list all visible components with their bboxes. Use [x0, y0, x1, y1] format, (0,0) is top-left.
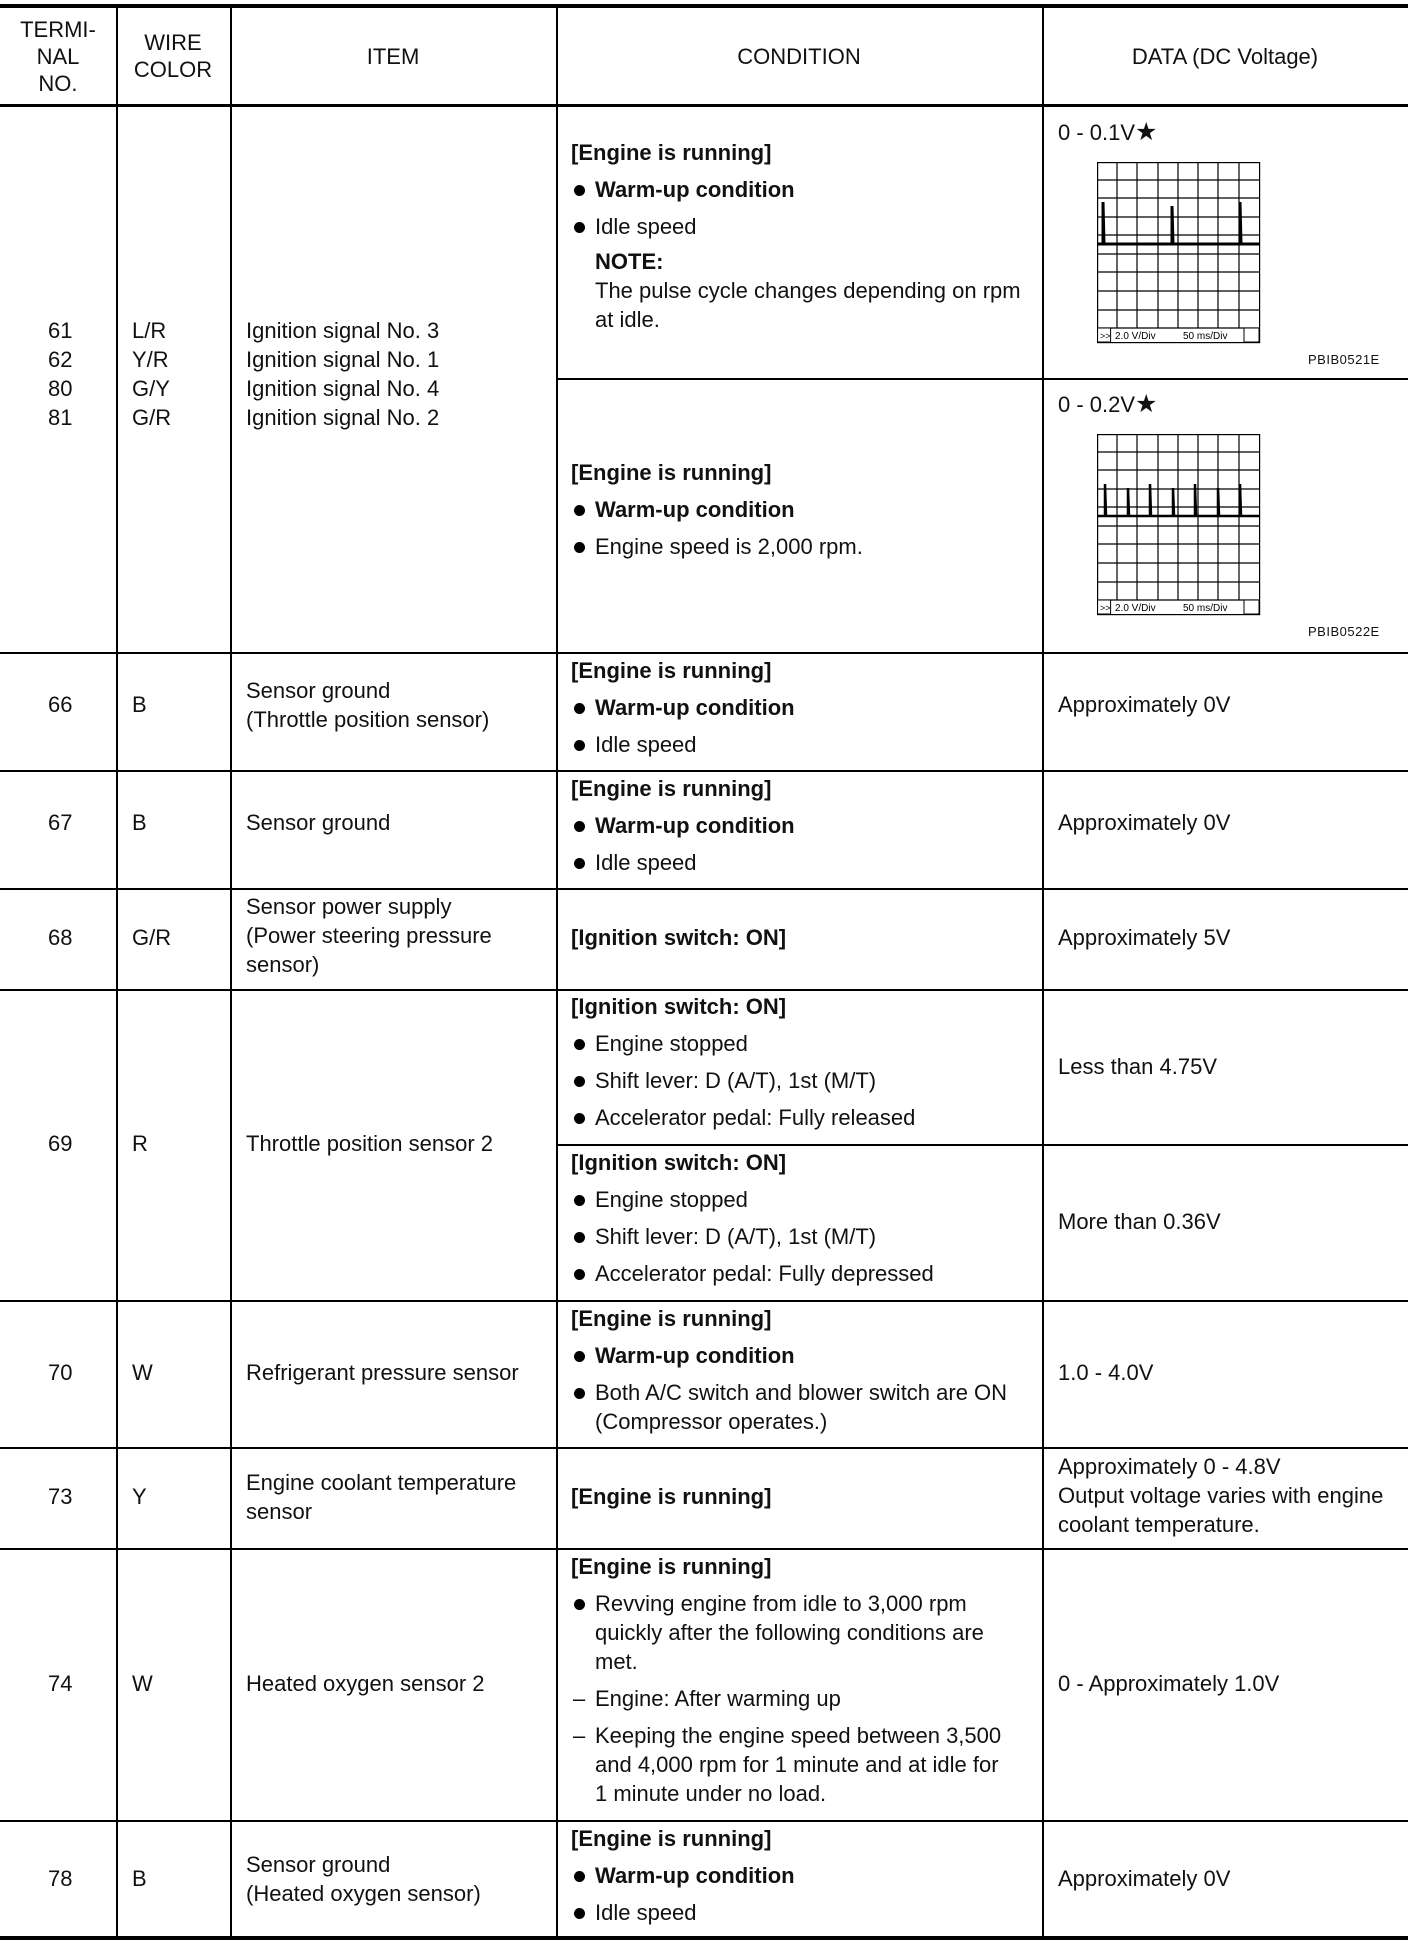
data-value: 0 - 0.1V★	[1058, 118, 1158, 146]
wire-color: R	[132, 1131, 148, 1156]
oscilloscope-waveform-2	[1097, 434, 1261, 616]
wire-color: L/R Y/R G/Y G/R	[132, 318, 172, 430]
condition: [Engine is running]	[571, 1484, 772, 1509]
oscilloscope-waveform-1	[1097, 162, 1261, 344]
svg-text:>>: >>	[1100, 331, 1111, 341]
data-value: Less than 4.75V	[1058, 1054, 1218, 1079]
condition: [Engine is running] Warm-up condition Both A/C switch and blower switch are ON (Compressor operates.)	[571, 1304, 1041, 1436]
wire-color: Y	[132, 1484, 147, 1509]
condition: [Engine is running] Warm-up condition Idle speed	[571, 656, 1041, 759]
item: Ignition signal No. 3 Ignition signal No. 1 Ignition signal No. 4 Ignition signal No. 2	[246, 318, 440, 430]
condition: [Engine is running] Warm-up condition Engine speed is 2,000 rpm.	[571, 458, 1041, 561]
wire-color: W	[132, 1360, 153, 1385]
star-icon: ★	[1135, 390, 1158, 418]
figure-code: PBIB0522E	[1308, 624, 1380, 639]
item: Sensor ground (Heated oxygen sensor)	[246, 1852, 481, 1906]
item: Refrigerant pressure sensor	[246, 1360, 519, 1385]
svg-text:2.0 V/Div: 2.0 V/Div	[1115, 603, 1156, 614]
condition: [Engine is running] Warm-up condition Idle speed NOTE: The pulse cycle changes depending on rpm at idle.	[571, 138, 1041, 334]
item: Engine coolant temperature sensor	[246, 1470, 517, 1524]
item: Sensor power supply (Power steering pressure sensor)	[246, 894, 492, 977]
svg-text:50 ms/Div: 50 ms/Div	[1183, 331, 1228, 342]
data-value: Approximately 5V	[1058, 925, 1231, 950]
condition: [Ignition switch: ON] Engine stopped Shift lever: D (A/T), 1st (M/T) Accelerator pedal: Fully depressed	[571, 1148, 1041, 1288]
condition: [Ignition switch: ON]	[571, 925, 787, 950]
terminal-no: 68	[48, 925, 73, 950]
data-value: 0 - 0.2V★	[1058, 390, 1158, 418]
header-data: DATA (DC Voltage)	[1131, 43, 1319, 69]
data-value: Approximately 0V	[1058, 692, 1231, 717]
header-wire-color: WIRE COLOR	[133, 30, 213, 82]
data-value: More than 0.36V	[1058, 1209, 1221, 1234]
terminal-no: 61 62 80 81	[48, 318, 73, 430]
data-value: Approximately 0 - 4.8V Output voltage varies with engine coolant temperature.	[1058, 1454, 1384, 1537]
terminal-no: 70	[48, 1360, 73, 1385]
svg-text:2.0 V/Div: 2.0 V/Div	[1115, 331, 1156, 342]
data-value: 0 - Approximately 1.0V	[1058, 1671, 1280, 1696]
item: Throttle position sensor 2	[246, 1131, 494, 1156]
condition: [Engine is running] Revving engine from idle to 3,000 rpm quickly after the following conditions are met. – Engine: After warming up – Keeping the engine speed between 3,500 and 4,000 rpm for 1 minute and at idle for 1 minute under no load.	[571, 1552, 1041, 1808]
condition: [Engine is running] Warm-up condition Idle speed	[571, 774, 1041, 877]
figure-code: PBIB0521E	[1308, 352, 1380, 367]
wire-color: W	[132, 1671, 153, 1696]
terminal-no: 66	[48, 692, 73, 717]
header-condition: CONDITION	[737, 43, 861, 69]
svg-text:>>: >>	[1100, 603, 1111, 613]
condition: [Ignition switch: ON] Engine stopped Shift lever: D (A/T), 1st (M/T) Accelerator pedal: Fully released	[571, 992, 1041, 1132]
data-value: Approximately 0V	[1058, 810, 1231, 835]
terminal-no: 74	[48, 1671, 73, 1696]
data-value: Approximately 0V	[1058, 1866, 1231, 1891]
data-value: 1.0 - 4.0V	[1058, 1360, 1154, 1385]
header-terminal-no: TERMI- NAL NO.	[20, 16, 96, 96]
terminal-no: 78	[48, 1866, 73, 1891]
item: Heated oxygen sensor 2	[246, 1671, 485, 1696]
wire-color: B	[132, 1866, 147, 1891]
terminal-no: 73	[48, 1484, 73, 1509]
wire-color: B	[132, 692, 147, 717]
header-item: ITEM	[366, 43, 420, 69]
svg-text:50 ms/Div: 50 ms/Div	[1183, 603, 1228, 614]
wire-color: B	[132, 810, 147, 835]
terminal-data-table	[0, 4, 1408, 1940]
terminal-no: 67	[48, 810, 73, 835]
terminal-no: 69	[48, 1131, 73, 1156]
item: Sensor ground (Throttle position sensor)	[246, 678, 490, 732]
condition: [Engine is running] Warm-up condition Idle speed	[571, 1824, 1041, 1927]
wire-color: G/R	[132, 925, 172, 950]
star-icon: ★	[1135, 118, 1158, 146]
item: Sensor ground	[246, 810, 391, 835]
